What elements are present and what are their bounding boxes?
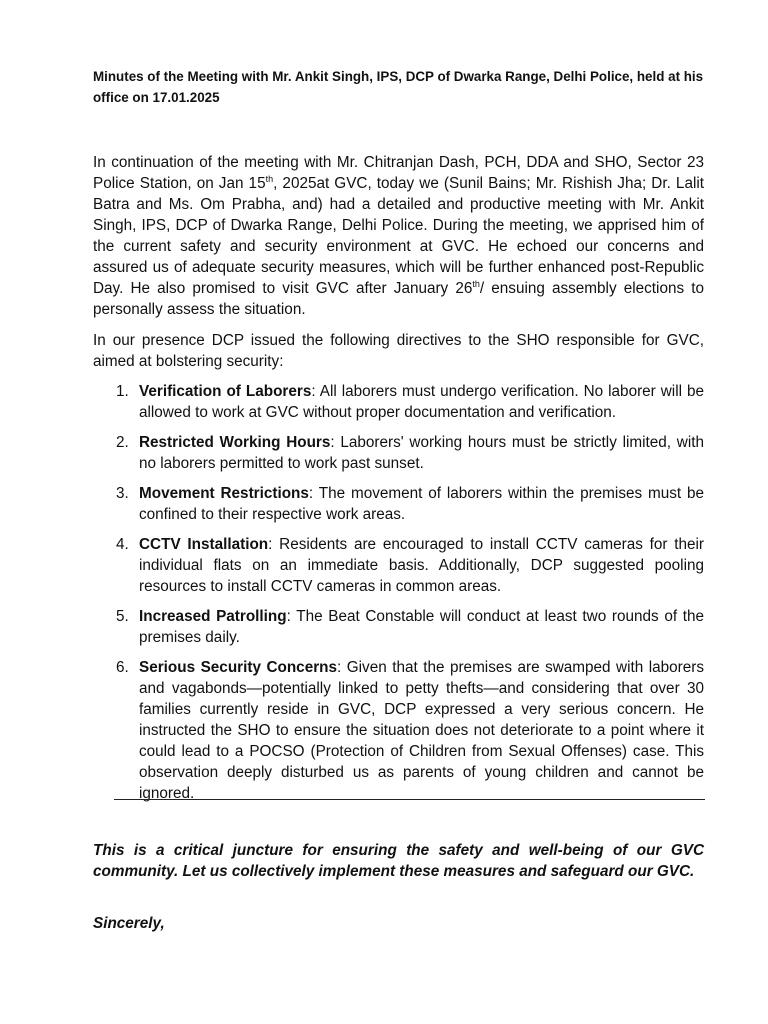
directive-text: : The movement of laborers within the premises must be confined to their respective work areas. [139,485,704,523]
directive-number: 3. [116,485,129,502]
directive-item [93,432,704,474]
directive-text: : The Beat Constable will conduct at least two rounds of the premises daily. [139,608,704,646]
intro-superscript-1: th [265,173,274,184]
document-page [93,66,704,813]
document-title: Minutes of the Meeting with Mr. Ankit Singh, IPS, DCP of Dwarka Range, Delhi Police, held at his office on 17.01.2025 [93,69,704,105]
directive-heading: Serious Security Concerns [139,659,338,676]
directive-text: : Given that the premises are swamped with laborers and vagabonds—potentially linked to petty thefts—and considering that over 30 families currently reside in GVC, DCP expressed a very serious concern. He instructed the SHO to ensure the situation does not deteriorate to a point where it could lead to a POCSO (Protection of Children from Sexual Offenses) case. This observation deeply disturbed us as parents of young children and cannot be ignored. [139,659,705,802]
directive-item [93,381,704,423]
directive-text: : Residents are encouraged to install CCTV cameras for their individual flats on an immediate basis. Additionally, DCP suggested pooling resources to install CCTV cameras in common areas. [139,536,704,595]
directives-intro: In our presence DCP issued the following directives to the SHO responsible for GVC, aimed at bolstering security: [93,332,704,370]
horizontal-divider [114,799,705,800]
directive-item [93,483,704,525]
directive-heading: Restricted Working Hours [139,434,331,451]
directive-item [93,657,704,804]
directive-text: : Laborers' working hours must be strictly limited, with no laborers permitted to work past sunset. [139,434,704,472]
directive-heading: Verification of Laborers [139,383,312,400]
directive-item [93,606,704,648]
intro-paragraph [93,152,704,320]
intro-text-part-3: / ensuing assembly elections to personally assess the situation. [93,280,705,318]
intro-text-part-1: In continuation of the meeting with Mr. Chitranjan Dash, PCH, DDA and SHO, Sector 23 Police Station, on Jan 15 [93,154,704,192]
signoff-text: Sincerely, [93,915,165,932]
directives-list [93,381,704,804]
directive-heading: Movement Restrictions [139,485,309,502]
directive-heading: Increased Patrolling [139,608,287,625]
directive-number: 1. [116,383,129,400]
intro-superscript-2: th [472,278,480,289]
closing-statement: This is a critical juncture for ensuring the safety and well-being of our GVC community. Let us collectively implement these measures and safeguard our GVC. [93,842,704,880]
intro-text-part-2: , 2025at GVC, today we (Sunil Bains; Mr. Rishish Jha; Dr. Lalit Batra and Ms. Om Prabha, and) had a detailed and productive meeting with Mr. Ankit Singh, IPS, DCP of Dwarka Range, Delhi Police. During the meeting, we apprised him of the current safety and security environment at GVC. He echoed our concerns and assured us of adequate security measures, which will be further enhanced post-Republic Day. He also promised to visit GVC after January 26 [93,175,704,297]
directive-number: 5. [116,608,129,625]
directive-text: : All laborers must undergo verification. No laborer will be allowed to work at GVC without proper documentation and verification. [139,383,705,421]
directive-number: 2. [116,434,129,451]
directive-heading: CCTV Installation [139,536,269,553]
directive-item [93,534,704,597]
directive-number: 6. [116,659,129,676]
directive-number: 4. [116,536,129,553]
